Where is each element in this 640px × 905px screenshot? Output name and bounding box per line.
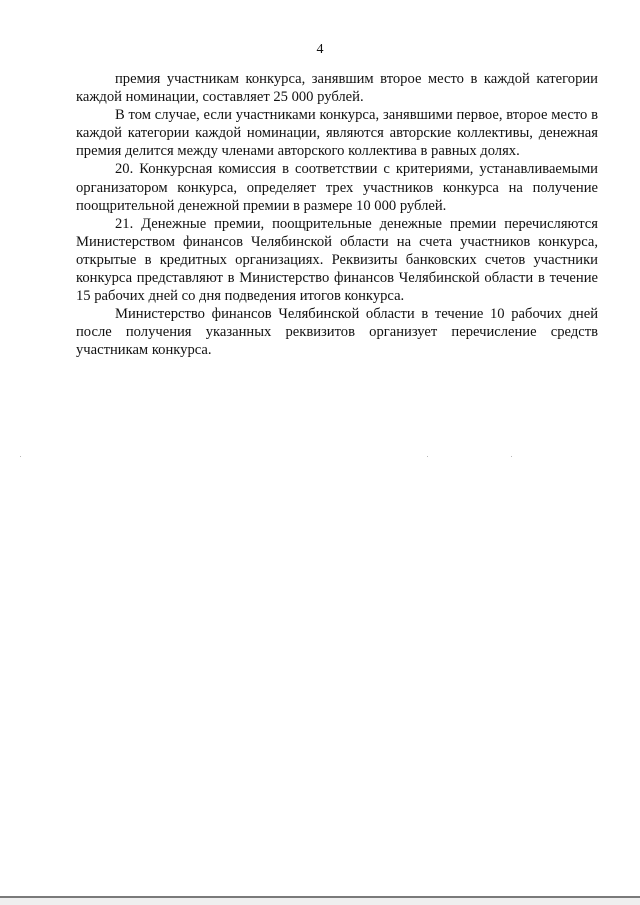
scan-bottom-band — [0, 898, 640, 905]
scan-speck — [427, 456, 428, 457]
paragraph-collective-authors: В том случае, если участниками конкурса, занявшими первое, второе место в каждой категории каждой номинации, являются авторские коллективы, денежная премия делится между членами авторского коллектива в равных долях. — [76, 107, 598, 160]
paragraph-funds-transfer: Министерство финансов Челябинской области в течение 10 рабочих дней после получения указанных реквизитов организует перечисление средств участникам конкурса. — [76, 306, 598, 359]
page-number: 4 — [316, 42, 324, 57]
scan-speck — [511, 456, 512, 457]
document-body — [76, 70, 598, 360]
paragraph-incentive-prizes: 20. Конкурсная комиссия в соответствии с критериями, устанавливаемыми организатором конкурса, определяет трех участников конкурса на получение поощрительной денежной премии в размере 10 000 рублей. — [76, 161, 598, 214]
paragraph-prize-transfer: 21. Денежные премии, поощрительные денежные премии перечисляются Министерством финансов Челябинской области на счета участников конкурса, открытые в кредитных организациях. Реквизиты банковских счетов участники конкурса представляют в Министерство финансов Челябинской области в течение 15 рабочих дней со дня подведения итогов конкурса. — [76, 215, 598, 305]
scan-speck — [20, 456, 21, 457]
paragraph-second-place-prize: премия участникам конкурса, занявшим второе место в каждой категории каждой номинации, составляет 25 000 рублей. — [76, 71, 598, 106]
